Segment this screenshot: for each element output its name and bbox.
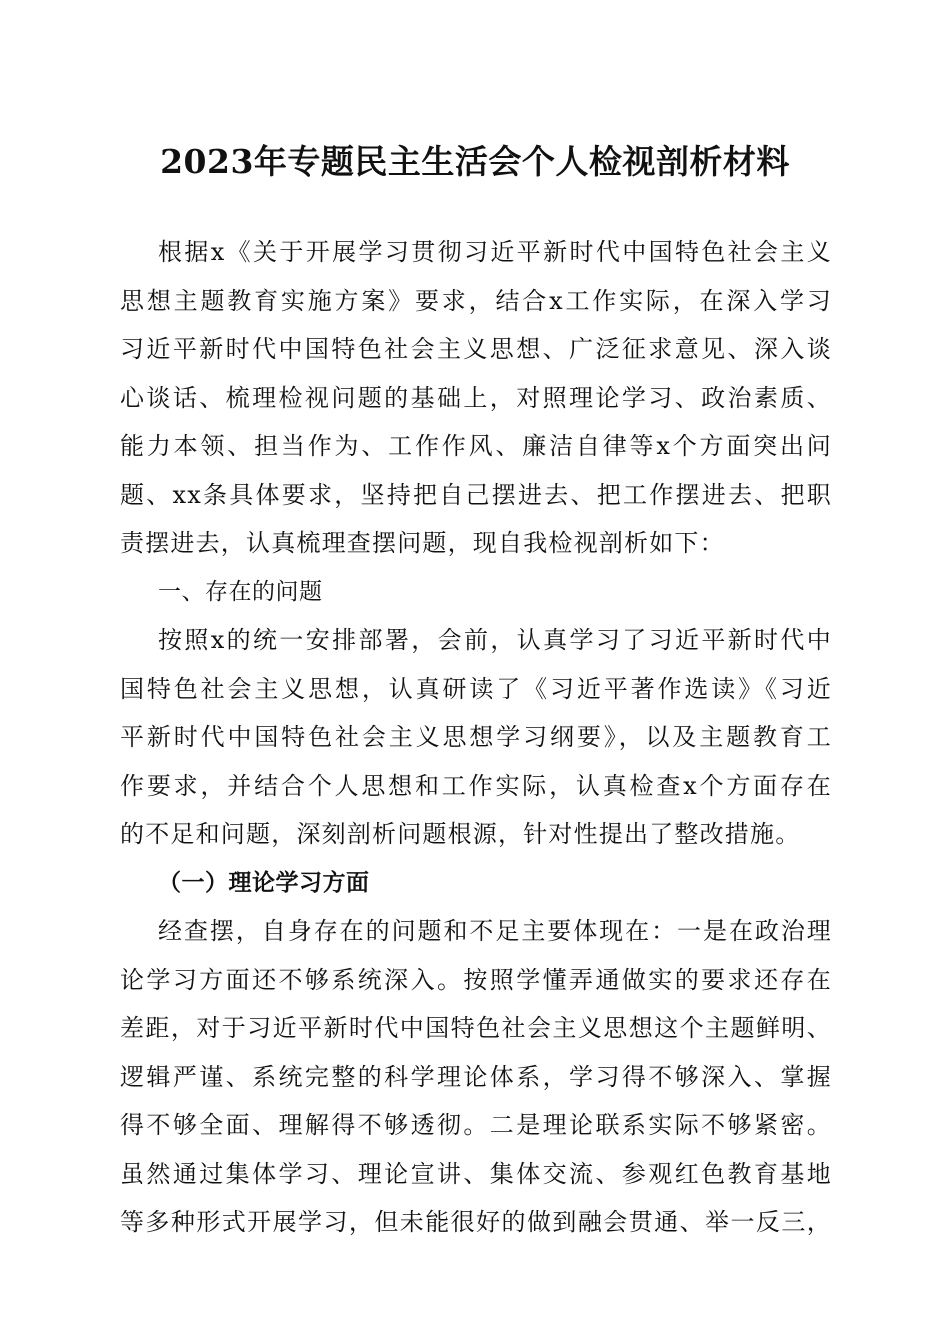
paragraph-line: 思想主题教育实施方案》要求，结合x工作实际，在深入学习 [120,286,832,315]
paragraph-line: 根据x《关于开展学习贯彻习近平新时代中国特色社会主义 [158,238,832,266]
paragraph-line: 虽然通过集体学习、理论宣讲、集体交流、参观红色教育基地 [120,1159,832,1188]
paragraph-line: 经查摆，自身存在的问题和不足主要体现在：一是在政治理 [158,917,832,945]
section-heading: 一、存在的问题 [158,578,323,605]
paragraph-line: 等多种形式开展学习，但未能很好的做到融会贯通、举一反三， [120,1208,832,1236]
paragraph-line: 习近平新时代中国特色社会主义思想、广泛征求意见、深入谈 [120,335,832,363]
paragraph-line: 论学习方面还不够系统深入。按照学懂弄通做实的要求还存在 [120,965,832,994]
paragraph-line: 心谈话、梳理检视问题的基础上，对照理论学习、政治素质、 [120,383,832,412]
subsection-heading: （一）理论学习方面 [158,868,370,896]
paragraph-line: 逻辑严谨、系统完整的科学理论体系，学习得不够深入、掌握 [120,1062,832,1091]
paragraph-line: 的不足和问题，深刻剖析问题根源，针对性提出了整改措施。 [120,820,801,848]
paragraph-line: 作要求，并结合个人思想和工作实际，认真检查x个方面存在 [120,771,832,800]
paragraph-line: 差距，对于习近平新时代中国特色社会主义思想这个主题鲜明、 [120,1014,832,1042]
paragraph-line: 按照x的统一安排部署，会前，认真学习了习近平新时代中 [158,626,832,654]
paragraph-line: 能力本领、担当作为、工作作风、廉洁自律等x个方面突出问 [120,432,832,460]
paragraph-line: 得不够全面、理解得不够透彻。二是理论联系实际不够紧密。 [120,1111,832,1139]
paragraph-line: 题、xx条具体要求，坚持把自己摆进去、把工作摆进去、把职 [120,480,832,509]
document-title: 2023年专题民主生活会个人检视剖析材料 [160,142,790,181]
paragraph-line: 国特色社会主义思想，认真研读了《习近平著作选读》《习近 [120,674,832,703]
paragraph-line: 责摆进去，认真梳理查摆问题，现自我检视剖析如下： [120,529,725,557]
document-body [120,228,832,1247]
paragraph-line: 平新时代中国特色社会主义思想学习纲要》，以及主题教育工 [120,723,832,751]
